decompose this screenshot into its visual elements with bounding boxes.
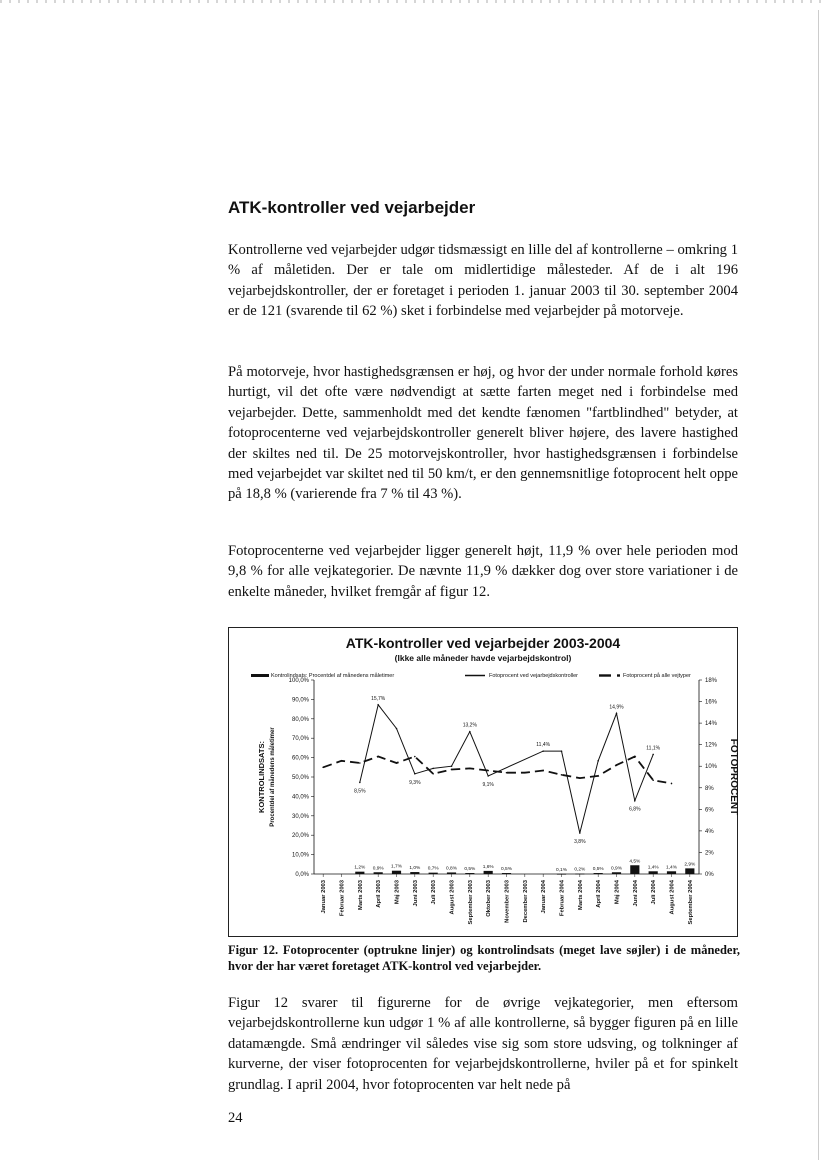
left-tick-label: 60,0%: [291, 755, 309, 762]
line-data-label: 14,9%: [609, 704, 624, 711]
bar-kontrolindsats: [594, 873, 603, 874]
x-tick-label: Juli 2004: [651, 880, 658, 905]
point-alle-vejtyper: [341, 760, 343, 762]
bar-data-label: 1,6%: [482, 864, 494, 870]
bar-data-label: 1,0%: [409, 866, 421, 872]
bar-data-label: 0,8%: [446, 866, 457, 872]
right-axis-title: FOTOPROCENT: [728, 738, 739, 816]
left-tick-label: 90,0%: [291, 697, 309, 704]
section-heading: ATK-kontroller ved vejarbejder: [228, 198, 476, 217]
bar-data-label: 1,4%: [647, 865, 659, 871]
right-tick-label: 2%: [705, 850, 714, 857]
point-alle-vejtyper: [561, 774, 563, 776]
x-tick-label: Februar 2004: [559, 880, 566, 917]
right-tick-label: 6%: [705, 807, 714, 814]
x-tick-label: August 2004: [669, 880, 676, 915]
point-vejarbejder: [451, 765, 453, 767]
point-vejarbejder: [469, 731, 471, 733]
point-vejarbejder: [597, 760, 599, 762]
bar-data-label: 0,5%: [501, 867, 512, 873]
point-alle-vejtyper: [542, 770, 544, 772]
point-alle-vejtyper: [506, 772, 508, 774]
point-vejarbejder: [432, 768, 434, 770]
point-alle-vejtyper: [597, 775, 599, 777]
point-vejarbejder: [414, 773, 416, 775]
bar-kontrolindsats: [465, 873, 474, 874]
figure-caption: Figur 12. Fotoprocenter (optrukne linjer) og kontrolindsats (meget lave søjler) i de måneder, hvor der har været foretaget ATK-kontrol ved vejarbejder.: [228, 943, 740, 973]
x-tick-label: August 2003: [449, 880, 456, 915]
point-alle-vejtyper: [652, 779, 654, 781]
point-vejarbejder: [561, 750, 563, 752]
bar-data-label: 0,7%: [427, 866, 439, 872]
line-data-label: 6,8%: [629, 806, 641, 813]
bar-kontrolindsats: [429, 873, 438, 874]
chart-title: ATK-kontroller ved vejarbejder 2003-2004: [345, 635, 621, 651]
x-tick-label: Marts 2004: [577, 880, 584, 910]
right-tick-label: 16%: [705, 699, 718, 706]
point-vejarbejder: [542, 750, 544, 752]
right-tick-label: 14%: [705, 721, 718, 728]
line-data-label: 11,1%: [646, 745, 661, 752]
point-vejarbejder: [579, 832, 581, 834]
bar-data-label: 1,4%: [666, 865, 677, 871]
bar-data-label: 0,2%: [574, 867, 586, 873]
x-tick-label: April 2003: [376, 880, 383, 908]
point-alle-vejtyper: [359, 762, 361, 764]
point-vejarbejder: [652, 754, 654, 756]
x-tick-label: Juni 2003: [412, 880, 419, 907]
point-alle-vejtyper: [322, 767, 324, 769]
point-vejarbejder: [377, 704, 379, 706]
line-data-label: 3,8%: [574, 839, 586, 846]
line-data-label: 9,3%: [409, 779, 421, 786]
point-alle-vejtyper: [396, 762, 398, 764]
bar-kontrolindsats: [685, 868, 694, 874]
x-tick-label: September 2003: [467, 880, 474, 925]
bar-kontrolindsats: [502, 873, 511, 874]
bar-data-label: 0,9%: [372, 866, 384, 872]
point-alle-vejtyper: [432, 773, 434, 775]
x-tick-label: Maj 2004: [614, 880, 621, 905]
x-tick-label: September 2004: [687, 880, 694, 925]
left-tick-label: 10,0%: [291, 852, 309, 859]
chart-subtitle: (Ikke alle måneder havde vejarbejdskontrol): [394, 653, 572, 663]
right-tick-label: 12%: [705, 742, 718, 749]
line-data-label: 9,1%: [482, 781, 494, 788]
point-vejarbejder: [396, 728, 398, 730]
bar-data-label: 0,9%: [611, 866, 622, 872]
right-tick-label: 18%: [705, 678, 718, 684]
point-vejarbejder: [487, 775, 489, 777]
x-tick-label: Marts 2003: [357, 880, 364, 910]
bar-kontrolindsats: [612, 872, 621, 874]
bar-kontrolindsats: [355, 872, 364, 874]
point-alle-vejtyper: [414, 756, 416, 758]
x-tick-label: Januar 2003: [321, 880, 328, 914]
paragraph-4: Figur 12 svarer til figurerne for de øvrige vejkategorier, men eftersom vejarbejdskontrollerne kun udgør 1 % af alle kontrollerne, så bygger figuren på en lille datamængde. Små ændringer vil således vise sig som store udsving, og tolkninger af kurverne, der viser fotoprocenten for vejarbejdskontrollerne, hviler på et for spinkelt grundlag. I april 2004, hvor fotoprocenten var helt nede på: [228, 995, 738, 1093]
legend-bar-swatch: [251, 674, 269, 677]
right-tick-label: 4%: [705, 828, 714, 835]
right-tick-label: 10%: [705, 764, 718, 771]
x-tick-label: Juni 2004: [632, 880, 639, 907]
legend-dashed-label: Fotoprocent på alle vejtyper: [623, 673, 691, 679]
point-vejarbejder: [634, 800, 636, 802]
point-alle-vejtyper: [524, 772, 526, 774]
point-vejarbejder: [359, 782, 361, 784]
bar-data-label: 0,5%: [592, 867, 604, 873]
page-number: 24: [228, 1110, 243, 1126]
left-tick-label: 30,0%: [291, 813, 309, 820]
line-data-label: 15,7%: [371, 695, 386, 702]
point-alle-vejtyper: [616, 764, 618, 766]
bar-kontrolindsats: [557, 874, 566, 875]
left-tick-label: 100,0%: [288, 678, 309, 684]
left-tick-label: 20,0%: [291, 833, 309, 840]
point-vejarbejder: [616, 713, 618, 715]
line-data-label: 8,5%: [354, 788, 366, 795]
left-tick-label: 70,0%: [291, 736, 309, 743]
bar-kontrolindsats: [667, 871, 676, 874]
x-tick-label: April 2004: [596, 880, 603, 908]
x-tick-label: Oktober 2003: [486, 880, 493, 917]
figure-12: [228, 627, 738, 937]
bar-kontrolindsats: [447, 872, 456, 874]
legend-bar-label: Kontrolindsats: Procentdel af månedens måletimer: [271, 673, 395, 679]
left-tick-label: 40,0%: [291, 794, 309, 801]
bar-data-label: 0,5%: [464, 867, 476, 873]
bar-data-label: 1,2%: [354, 865, 366, 871]
left-axis-subtitle: Procentdel af månedens måletimer: [270, 727, 276, 827]
line-data-label: 11,4%: [536, 742, 551, 749]
bar-data-label: 2,9%: [684, 862, 696, 868]
point-alle-vejtyper: [469, 768, 471, 770]
point-alle-vejtyper: [634, 756, 636, 758]
x-tick-label: Maj 2003: [394, 880, 401, 905]
right-tick-label: 0%: [705, 872, 714, 878]
paragraph-2: På motorveje, hvor hastighedsgrænsen er høj, og hvor der under normale forhold køres hurtigt, vil det ofte være nødvendigt at sætte farten meget ned i forbindelse med vejarbejder. Dette, sammenholdt med det kendte fænomen "fartblindhed" betyder, at fotoprocenterne ved vejarbejdskontroller generelt bliver højere, des lavere hastighed der skiltes ned til. De 25 motorvejskontroller, hvor hastighedsgrænsen i forbindelse med vejarbejdet var skiltet ned til 50 km/t, er den gennemsnitlige fotoprocent helt oppe på 18,8 % (varierende fra 7 % til 43 %).: [228, 364, 738, 503]
point-alle-vejtyper: [377, 756, 379, 758]
left-tick-label: 50,0%: [291, 775, 309, 781]
left-tick-label: 0,0%: [295, 872, 309, 878]
scan-artifact: [0, 0, 827, 3]
x-tick-label: Januar 2004: [541, 880, 548, 914]
bar-kontrolindsats: [374, 872, 383, 874]
legend-solid-label: Fotoprocent ved vejarbejdskontroller: [489, 673, 578, 679]
bar-data-label: 0,1%: [556, 867, 567, 873]
point-alle-vejtyper: [487, 770, 489, 772]
paragraph-1: Kontrollerne ved vejarbejder udgør tidsmæssigt en lille del af kontrollerne – omkring 1 % af måletiden. Der er tale om midlertidige målesteder. Af de i alt 196 vejarbejdskontroller, der er foretaget i perioden 1. januar 2003 til 30. september 2004 er de 121 (svarende til 62 %) sket i forbindelse med vejarbejder på motorveje.: [228, 242, 738, 320]
x-tick-label: Juli 2003: [431, 880, 438, 905]
line-data-label: 13,2%: [462, 722, 477, 729]
bar-kontrolindsats: [575, 874, 584, 875]
left-axis-title: KONTROLINDSATS:: [257, 741, 266, 813]
bar-kontrolindsats: [649, 871, 658, 874]
x-tick-label: Februar 2003: [339, 880, 346, 917]
bar-data-label: 4,5%: [629, 859, 641, 865]
bar-kontrolindsats: [392, 871, 401, 874]
paragraph-3: Fotoprocenterne ved vejarbejder ligger generelt højt, 11,9 % over hele perioden mod 9,8 % for alle vejkategorier. De nævnte 11,9 % dækker dog over store variationer i de enkelte måneder, hvilket fremgår af figur 12.: [228, 543, 738, 600]
left-tick-label: 80,0%: [291, 716, 309, 723]
scan-margin-line: [818, 10, 819, 1160]
x-tick-label: December 2003: [522, 880, 529, 923]
bar-kontrolindsats: [484, 871, 493, 874]
point-alle-vejtyper: [451, 769, 453, 771]
bar-kontrolindsats: [410, 872, 419, 874]
chart-svg: [229, 666, 737, 936]
bar-data-label: 1,7%: [391, 864, 402, 870]
bar-kontrolindsats: [630, 865, 639, 874]
point-alle-vejtyper: [579, 777, 581, 779]
x-tick-label: November 2003: [504, 880, 511, 923]
right-tick-label: 8%: [705, 785, 714, 792]
line-fotoprocent-alle-vejtyper: [323, 757, 671, 784]
point-alle-vejtyper: [671, 783, 673, 785]
